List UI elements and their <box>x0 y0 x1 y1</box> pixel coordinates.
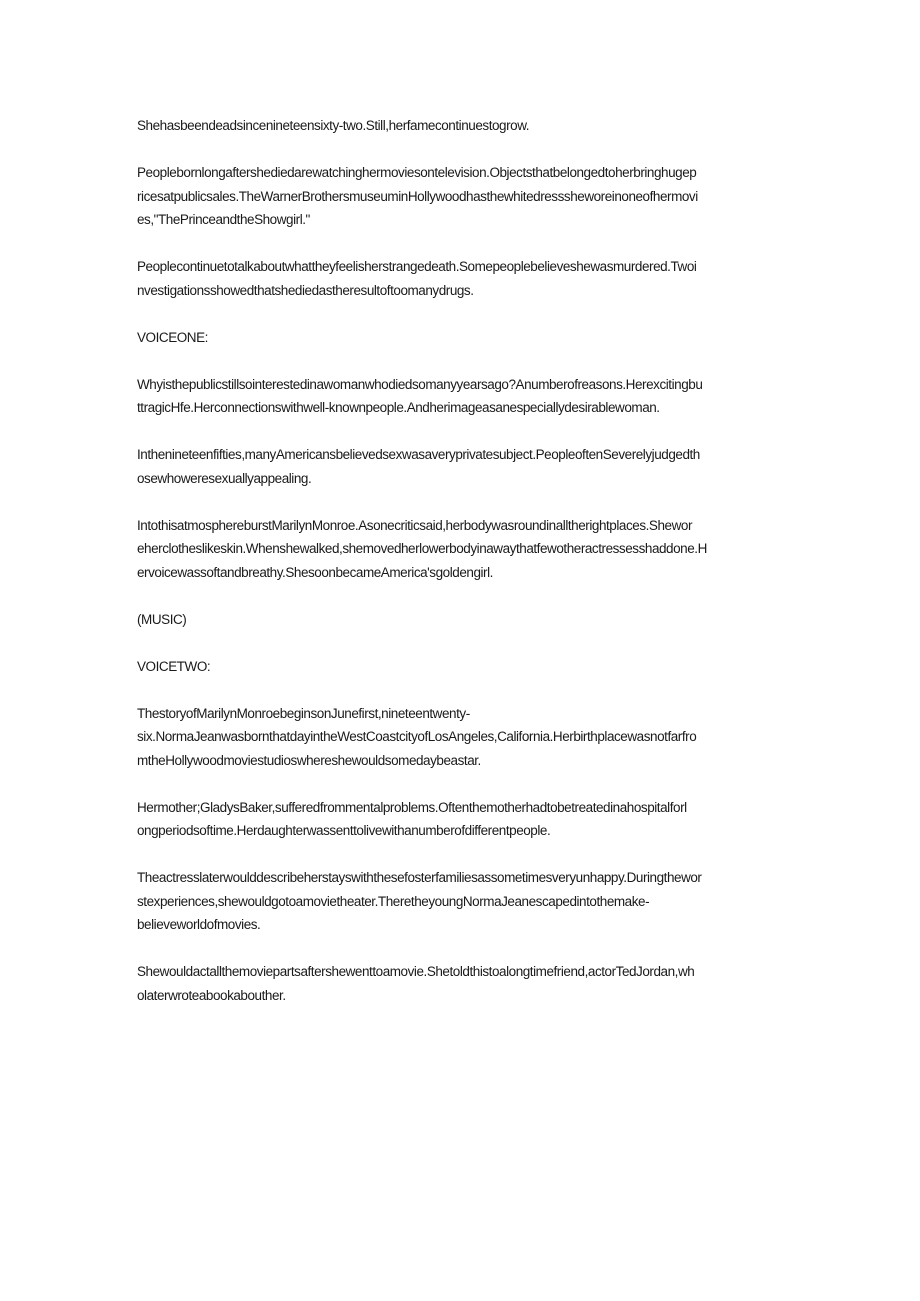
paragraph-10 <box>137 702 785 773</box>
paragraph-line: Theactresslaterwoulddescribeherstayswiththesefosterfamiliesassometimesveryunhappy.Duringthewor <box>137 870 702 885</box>
paragraph-1 <box>137 114 785 138</box>
paragraph-9 <box>137 655 785 679</box>
paragraph-6 <box>137 443 785 490</box>
paragraph-line: ervoicewassoftandbreathy.ShesoonbecameAmerica'sgoldengirl. <box>137 564 493 580</box>
paragraph-line: IntothisatmosphereburstMarilynMonroe.Asonecriticsaid,herbodywasroundinalltherightplaces.Shewor <box>137 517 693 533</box>
paragraph-line: ttragicHfe.Herconnectionswithwell-knownpeople.Andherimageasanespeciallydesirablewoman. <box>137 400 660 415</box>
paragraph-line: osewhoweresexuallyappealing. <box>137 470 312 486</box>
paragraph-line: Hermother;GladysBaker,sufferedfrommentalproblems.Oftenthemotherhadtobetreatedinahospitalforl <box>137 799 687 815</box>
paragraph-line: nvestigationsshowedthatshediedastheresultoftoomanydrugs. <box>137 282 474 298</box>
paragraph-line: (MUSIC) <box>137 611 187 627</box>
paragraph-line: Whyisthepublicstillsointerestedinawomanwhodiedsomanyyearsago?Anumberofreasons.Herexcitingbu <box>137 376 703 392</box>
paragraph-line: olaterwroteabookabouther. <box>137 987 286 1003</box>
paragraph-line: VOICEONE: <box>137 329 208 345</box>
paragraph-line: Shehasbeendeadsincenineteensixty-two.Still,herfamecontinuestogrow. <box>137 118 530 133</box>
paragraph-11 <box>137 796 785 843</box>
paragraph-line: ricesatpublicsales.TheWarnerBrothersmuseuminHollywoodhasthewhitedresssheworeinoneofhermovi <box>137 188 698 204</box>
paragraph-line: Shewouldactallthemoviepartsaftershewenttoamovie.Shetoldthistoalongtimefriend,actorTedJordan,wh <box>137 964 695 979</box>
paragraph-line: VOICETWO: <box>137 658 211 674</box>
paragraph-line: mtheHollywoodmoviestudioswhereshewouldsomedaybeastar. <box>137 752 481 768</box>
paragraph-line: ThestoryofMarilynMonroebeginsonJunefirst,nineteentwenty- <box>137 705 470 721</box>
document-body <box>137 114 785 1031</box>
paragraph-2 <box>137 161 785 232</box>
paragraph-line: Peoplebornlongaftershediedarewatchinghermoviesontelevision.Objectsthatbelongedtoherbringhugep <box>137 165 697 180</box>
paragraph-line: ongperiodsoftime.Herdaughterwassenttolivewithanumberofdifferentpeople. <box>137 823 551 838</box>
paragraph-8 <box>137 608 785 632</box>
paragraph-7 <box>137 514 785 585</box>
paragraph-12 <box>137 866 785 937</box>
paragraph-13 <box>137 960 785 1007</box>
paragraph-line: six.NormaJeanwasbornthatdayintheWestCoastcityofLosAngeles,California.Herbirthplacewasnotfarfro <box>137 729 697 744</box>
paragraph-line: stexperiences,shewouldgotoamovietheater.TheretheyoungNormaJeanescapedintothemake- <box>137 893 650 909</box>
paragraph-5 <box>137 373 785 420</box>
paragraph-line: Peoplecontinuetotalkaboutwhattheyfeelisherstrangedeath.Somepeoplebelieveshewasmurdered.Twoi <box>137 259 697 274</box>
paragraph-3 <box>137 255 785 302</box>
paragraph-line: eherclotheslikeskin.Whenshewalked,shemovedherlowerbodyinawaythatfewotheractressesshaddone.H <box>137 541 707 556</box>
paragraph-line: es,"ThePrinceandtheShowgirl." <box>137 212 310 227</box>
paragraph-line: Inthenineteenfifties,manyAmericansbelievedsexwasaveryprivatesubject.PeopleoftenSeverelyjudgedth <box>137 447 700 462</box>
paragraph-4 <box>137 326 785 350</box>
paragraph-line: believeworldofmovies. <box>137 917 261 932</box>
